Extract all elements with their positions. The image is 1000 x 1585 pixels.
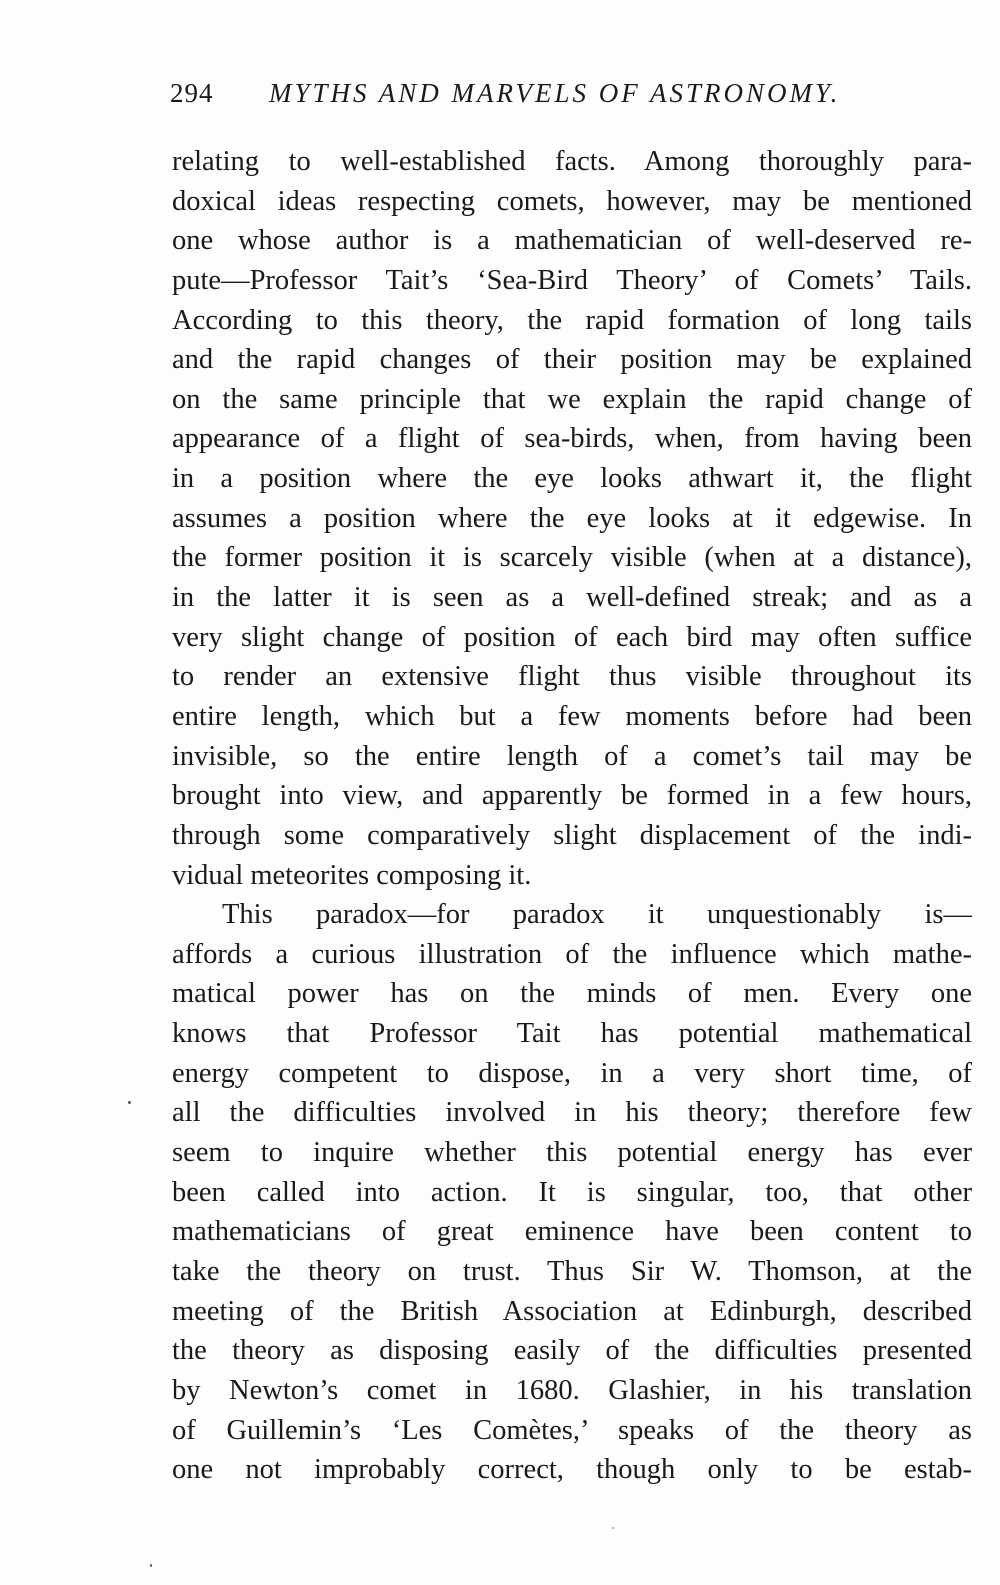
text-line: relating to well-established facts. Among thoroughly para- xyxy=(172,146,972,177)
text-line: and the rapid changes of their position may be explained xyxy=(172,344,972,376)
text-line: affords a curious illustration of the influence which mathe- xyxy=(172,938,972,970)
text-line: doxical ideas respecting comets, however, may be mentioned xyxy=(172,185,972,217)
running-title: MYTHS AND MARVELS OF ASTRONOMY. xyxy=(269,78,841,108)
text-line: all the difficulties involved in his theory; therefore few xyxy=(172,1097,972,1129)
text-line: to render an extensive flight thus visible throughout its xyxy=(172,661,972,693)
page-number: 294 xyxy=(170,78,214,108)
text-line-paragraph-end: vidual meteorites composing it. xyxy=(172,859,532,891)
text-line: in the latter it is seen as a well-defined streak; and as a xyxy=(172,582,972,614)
text-line: energy competent to dispose, in a very short time, of xyxy=(172,1057,972,1089)
paper-speck xyxy=(150,1564,152,1567)
running-head xyxy=(170,78,890,118)
text-line: take the theory on trust. Thus Sir W. Thomson, at the xyxy=(172,1255,972,1287)
text-line: very slight change of position of each bird may often suffice xyxy=(172,621,972,653)
text-line: the former position it is scarcely visible (when at a distance), xyxy=(172,542,972,574)
text-line: seem to inquire whether this potential energy has ever xyxy=(172,1137,972,1169)
text-line: mathematicians of great eminence have been content to xyxy=(172,1216,972,1248)
text-line: of Guillemin’s ‘Les Comètes,’ speaks of the theory as xyxy=(172,1414,972,1446)
text-line: According to this theory, the rapid formation of long tails xyxy=(172,304,972,336)
text-line: assumes a position where the eye looks at it edgewise. In xyxy=(172,502,972,534)
text-line: brought into view, and apparently be formed in a few hours, xyxy=(172,780,972,812)
text-line: one whose author is a mathematician of well-deserved re- xyxy=(172,225,972,257)
text-line: knows that Professor Tait has potential mathematical xyxy=(172,1018,972,1050)
text-line: matical power has on the minds of men. Every one xyxy=(172,978,972,1010)
text-line: pute—Professor Tait’s ‘Sea-Bird Theory’ of Comets’ Tails. xyxy=(172,264,972,296)
text-line: been called into action. It is singular, too, that other xyxy=(172,1176,972,1208)
text-line: in a position where the eye looks athwart it, the flight xyxy=(172,463,972,495)
text-line: by Newton’s comet in 1680. Glashier, in his translation xyxy=(172,1374,972,1406)
text-line: the theory as disposing easily of the difficulties presented xyxy=(172,1335,972,1367)
body-text xyxy=(172,142,972,1490)
text-line: entire length, which but a few moments before had been xyxy=(172,700,972,732)
text-line: invisible, so the entire length of a comet’s tail may be xyxy=(172,740,972,772)
text-line: meeting of the British Association at Edinburgh, described xyxy=(172,1295,972,1327)
paper-speck xyxy=(128,1101,131,1104)
text-line: through some comparatively slight displacement of the indi- xyxy=(172,819,972,851)
text-line-paragraph-start: This paradox—for paradox it unquestionably is— xyxy=(222,899,972,931)
text-line: one not improbably correct, though only to be estab- xyxy=(172,1454,972,1486)
text-line: on the same principle that we explain the rapid change of xyxy=(172,383,972,415)
text-line: appearance of a flight of sea-birds, when, from having been xyxy=(172,423,972,455)
paper-speck xyxy=(612,1527,614,1529)
